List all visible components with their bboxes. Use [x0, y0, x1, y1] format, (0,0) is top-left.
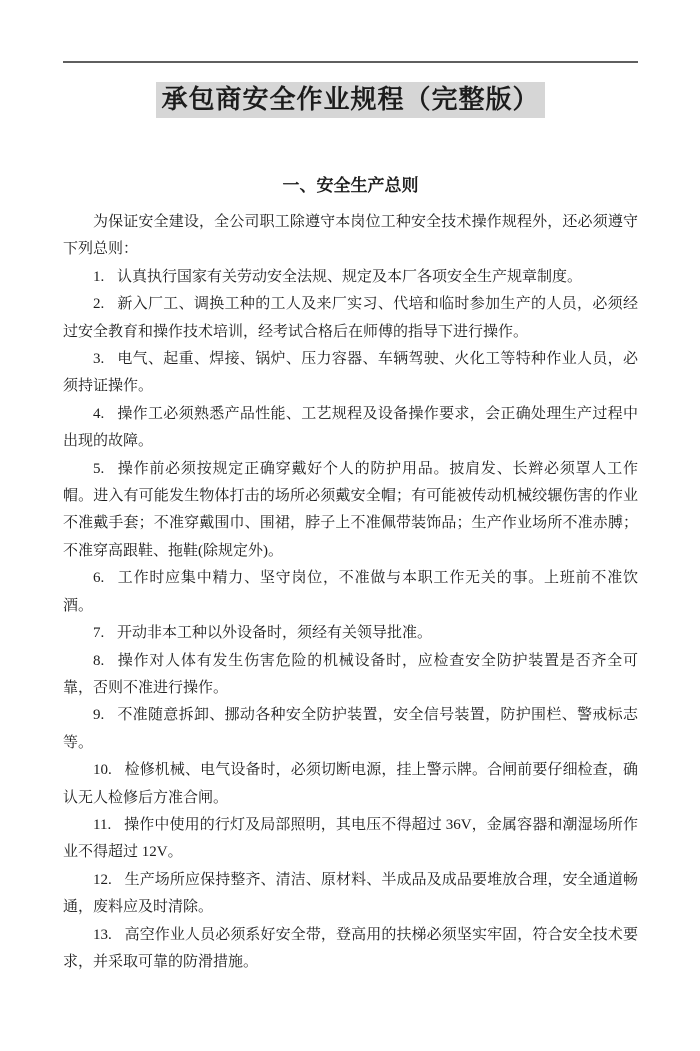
item-number: 4. — [93, 405, 105, 422]
item-text: 操作中使用的行灯及局部照明，其电压不得超过 36V，金属容器和潮湿场所作业不得超过 12V。 — [63, 816, 638, 861]
item-text: 生产场所应保持整齐、清洁、原材料、半成品及成品要堆放合理，安全通道畅通，废料应及时清除。 — [63, 871, 638, 916]
regulation-item — [63, 401, 638, 456]
regulation-item — [63, 702, 638, 757]
item-number: 1. — [93, 268, 105, 285]
item-text: 操作前必须按规定正确穿戴好个人的防护用品。披肩发、长辫必须罩人工作帽。进入有可能发生物体打击的场所必须戴安全帽；有可能被传动机械绞辗伤害的作业不准戴手套；不准穿戴围巾、围裙，脖子上不准佩带装饰品；生产作业场所不准赤膊；不准穿高跟鞋、拖鞋(除规定外)。 — [63, 460, 638, 559]
item-text: 操作对人体有发生伤害危险的机械设备时，应检查安全防护装置是否齐全可靠，否则不准进行操作。 — [63, 652, 638, 696]
regulation-item — [63, 620, 638, 647]
item-number: 11. — [93, 816, 112, 833]
page-title: 承包商安全作业规程（完整版） — [156, 82, 544, 118]
item-text: 检修机械、电气设备时，必须切断电源，挂上警示牌。合闸前要仔细检查，确认无人检修后方准合闸。 — [63, 762, 638, 806]
item-number: 5. — [93, 460, 105, 477]
item-text: 电气、起重、焊接、锅炉、压力容器、车辆驾驶、火化工等特种作业人员，必须持证操作。 — [63, 351, 638, 395]
regulation-item — [63, 867, 638, 922]
regulation-list — [63, 209, 638, 976]
regulation-item — [63, 648, 638, 703]
item-text: 工作时应集中精力、坚守岗位，不准做与本职工作无关的事。上班前不准饮酒。 — [63, 570, 638, 614]
item-number: 7. — [93, 625, 105, 642]
regulation-item — [63, 264, 638, 291]
item-text: 新入厂工、调换工种的工人及来厂实习、代培和临时参加生产的人员，必须经过安全教育和操作技术培训，经考试合格后在师傅的指导下进行操作。 — [63, 296, 638, 340]
item-number: 9. — [93, 707, 105, 724]
document-page — [0, 61, 700, 1051]
item-number: 3. — [93, 351, 105, 368]
intro-paragraph — [63, 209, 638, 264]
item-number: 12. — [93, 871, 112, 888]
item-text: 高空作业人员必须系好安全带，登高用的扶梯必须坚实牢固，符合安全技术要求，并采取可靠的防滑措施。 — [63, 926, 638, 970]
item-number: 6. — [93, 570, 105, 587]
regulation-item — [63, 922, 638, 977]
item-number: 2. — [93, 296, 105, 313]
regulation-item — [63, 757, 638, 812]
item-number: 13. — [93, 926, 112, 943]
item-text: 不准随意拆卸、挪动各种安全防护装置，安全信号装置，防护围栏、警戒标志等。 — [63, 707, 638, 751]
regulation-item — [63, 346, 638, 401]
item-number: 10. — [93, 762, 112, 779]
intro-text: 为保证安全建设，全公司职工除遵守本岗位工种安全技术操作规程外，还必须遵守下列总则： — [63, 214, 638, 258]
item-text: 认真执行国家有关劳动安全法规、规定及本厂各项安全生产规章制度。 — [117, 268, 583, 285]
regulation-item — [63, 456, 638, 566]
header-divider — [63, 61, 638, 63]
section-heading: 一、安全生产总则 — [282, 176, 419, 195]
item-text: 操作工必须熟悉产品性能、工艺规程及设备操作要求，会正确处理生产过程中出现的故障。 — [63, 405, 638, 450]
title-row — [63, 82, 638, 118]
regulation-item — [63, 812, 638, 867]
regulation-item — [63, 291, 638, 346]
regulation-item — [63, 565, 638, 620]
item-text: 开动非本工种以外设备时，须经有关领导批准。 — [117, 625, 433, 642]
item-number: 8. — [93, 652, 105, 669]
